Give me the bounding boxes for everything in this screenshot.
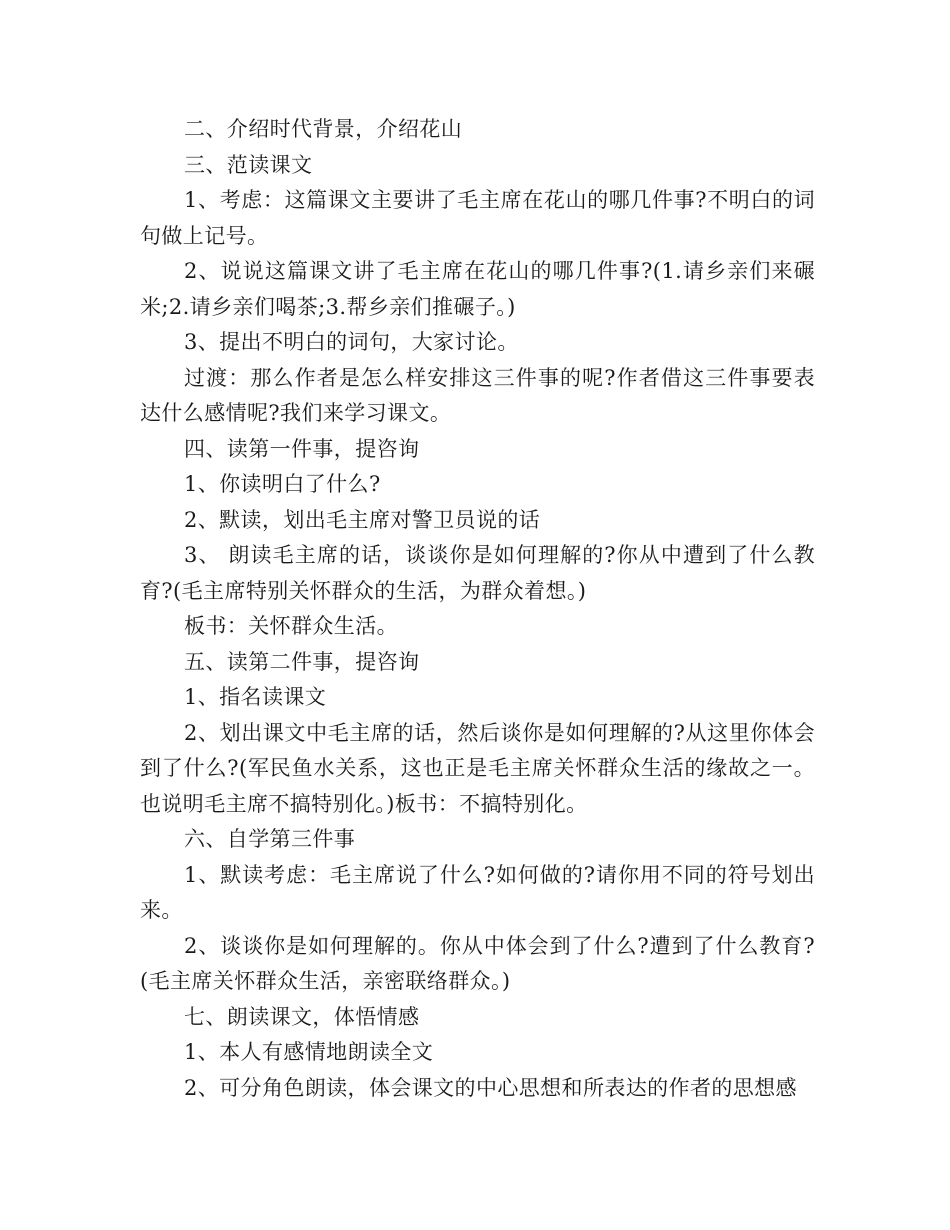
paragraph: 3、提出不明白的词句，大家讨论。 bbox=[184, 330, 519, 354]
paragraph: 1、本人有感情地朗读全文 bbox=[184, 1040, 434, 1064]
paragraph: 2、说说这篇课文讲了毛主席在花山的哪几件事?(1.请乡亲们来碾米;2.请乡亲们喝茶;3.帮乡亲们推碾子。) bbox=[140, 259, 815, 319]
paragraph: 1、考虑：这篇课文主要讲了毛主席在花山的哪几件事?不明白的词句做上记号。 bbox=[140, 188, 815, 248]
paragraph: 2、可分角色朗读，体会课文的中心思想和所表达的作者的思想感 bbox=[184, 1075, 797, 1100]
paragraph: 2、谈谈你是如何理解的。你从中体会到了什么?遭到了什么教育?(毛主席关怀群众生活，亲密联络群众。) bbox=[140, 933, 815, 993]
paragraph: 2、默读，划出毛主席对警卫员说的话 bbox=[184, 507, 541, 532]
paragraph-section-5-heading: 五、读第二件事，提咨询 bbox=[184, 649, 420, 674]
paragraph: 2、划出课文中毛主席的话，然后谈你是如何理解的?从这里你体会到了什么?(军民鱼水关系，这也正是毛主席关怀群众生活的缘故之一。也说明毛主席不搞特别化。)板书：不搞特别化。 bbox=[140, 720, 815, 816]
paragraph-section-6-heading: 六、自学第三件事 bbox=[184, 827, 356, 851]
paragraph-transition: 过渡：那么作者是怎么样安排这三件事的呢?作者借这三件事要表达什么感情呢?我们来学习课文。 bbox=[140, 365, 815, 425]
paragraph-section-2-heading: 二、介绍时代背景，介绍花山 bbox=[184, 117, 463, 141]
paragraph: 1、默读考虑：毛主席说了什么?如何做的?请你用不同的符号划出来。 bbox=[140, 862, 815, 922]
document-body bbox=[140, 112, 815, 1106]
paragraph-section-4-heading: 四、读第一件事，提咨询 bbox=[184, 436, 420, 461]
paragraph-section-7-heading: 七、朗读课文，体悟情感 bbox=[184, 1004, 420, 1029]
paragraph: 1、指名读课文 bbox=[184, 685, 327, 709]
paragraph: 1、你读明白了什么? bbox=[184, 472, 381, 496]
paragraph: 3、 朗读毛主席的话，谈谈你是如何理解的?你从中遭到了什么教育?(毛主席特别关怀群众的生活，为群众着想。) bbox=[140, 543, 815, 603]
paragraph-board-note: 板书：关怀群众生活。 bbox=[184, 614, 398, 638]
paragraph-section-3-heading: 三、范读课文 bbox=[184, 152, 313, 177]
